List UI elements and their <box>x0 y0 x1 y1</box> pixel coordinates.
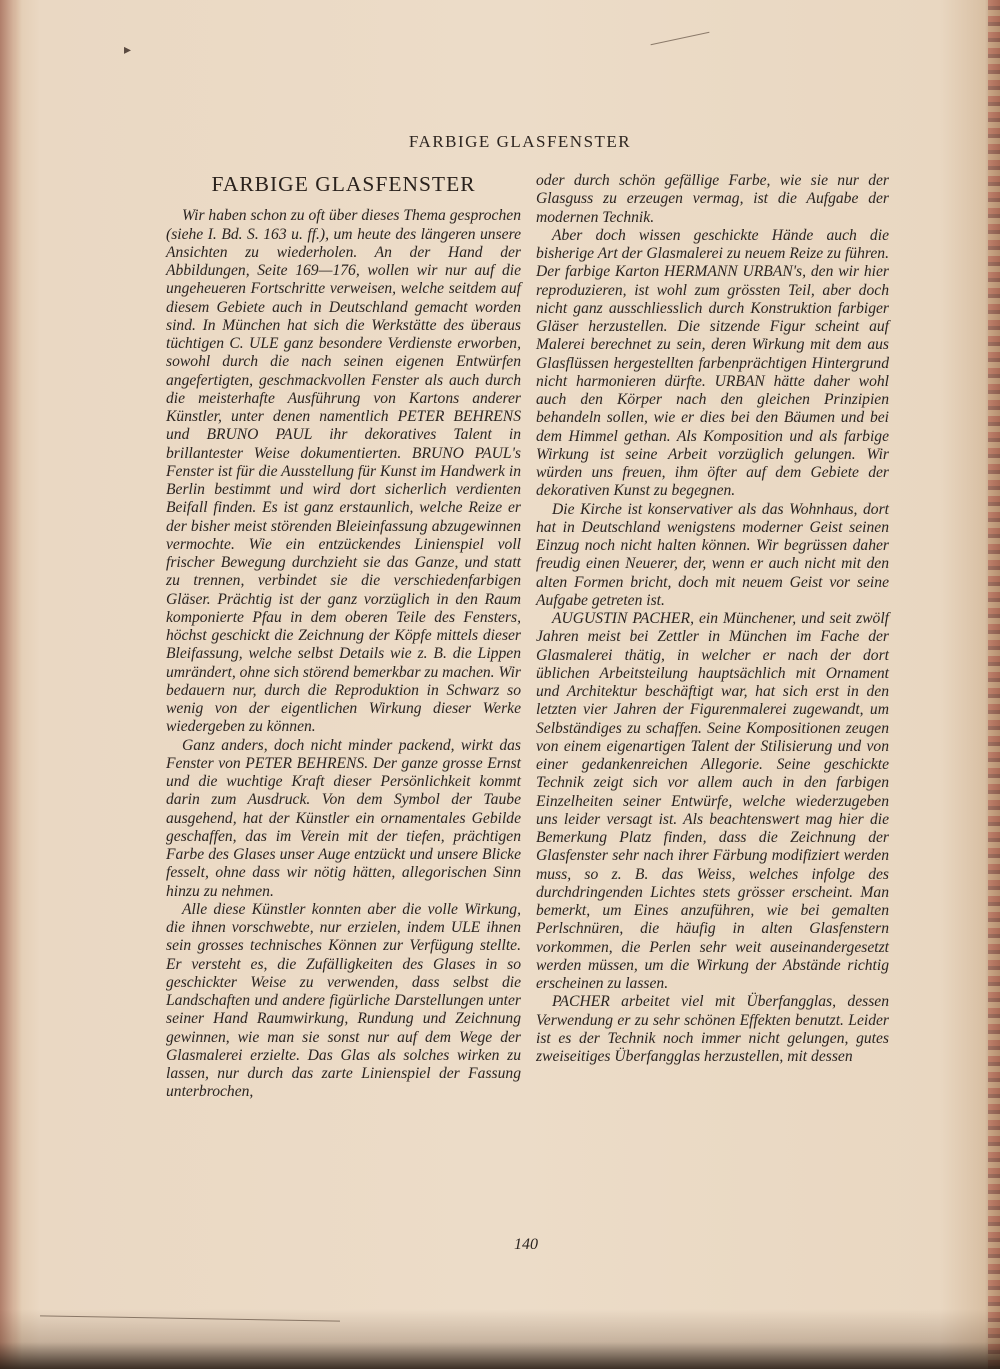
running-head: FARBIGE GLASFENSTER <box>408 132 632 151</box>
paragraph: Die Kirche ist konservativer als das Wohnhaus, dort hat in Deutschland wenigstens moderner Geist seinen Einzug noch nicht halten können. Wir begrüssen daher freudig einen Neuerer, der, wenn er auch nicht mit den alten Formen bricht, doch mit neuem Geist vor seine Aufgabe getreten ist. <box>536 500 889 609</box>
paragraph: Ganz anders, doch nicht minder packend, wirkt das Fenster von PETER BEHRENS. Der ganze grosse Ernst und die wuchtige Kraft dieser Persönlichkeit kommt darin zum Ausdruck. Von dem Symbol der Taube ausgehend, hat der Künstler ein ornamentales Gebilde geschaffen, das im Verein mit der tiefen, prächtigen Farbe des Glases unser Auge entzückt und unsere Blicke fesselt, ohne dass wir nötig hätten, allegorischen Sinn hinzu zu nehmen. <box>166 736 521 900</box>
ink-speck: ▸ <box>124 42 132 58</box>
left-column <box>166 172 521 1102</box>
page-fore-edge <box>988 0 1000 1369</box>
article-title: FARBIGE GLASFENSTER <box>211 172 476 196</box>
paragraph: AUGUSTIN PACHER, ein Münchener, und seit zwölf Jahren meist bei Zettler in München im Fache der Glasmalerei thätig, in welcher er nach der dort üblichen Arbeitsteilung hauptsächlich mit Ornament und Architektur beschäftigt war, hat sich erst in den letzten vier Jahren der Figurenmalerei zugewandt, um Selbständiges zu schaffen. Seine Kompositionen zeugen von einem eigenartigen Talent der Stilisierung und von einer gedankenreichen Allegorie. Seine geschickte Technik zeigt sich vor allem auch in den farbigen Einzelheiten seiner Entwürfe, welche wiederzugeben uns leider versagt ist. Als beachtenswert mag hier die Bemerkung Platz finden, dass die Zeichnung der Glasfenster sehr nach ihrer Färbung modifiziert werden muss, so z. B. das Weiss, welches infolge des durchdringenden Lichtes stets grösser erscheint. Man bemerkt, um Eines anzuführen, wie bei gemalten Perlschnüren, die häufig in alten Glasfenstern vorkommen, die Perlen sehr weit auseinandergesetzt werden müssen, um die Wirkung der Abstände richtig erscheinen zu lassen. <box>536 610 889 992</box>
right-column <box>536 172 889 1066</box>
paper-tear-mark <box>651 32 710 45</box>
page-binding-edge <box>0 0 22 1369</box>
paragraph: Alle diese Künstler konnten aber die volle Wirkung, die ihnen vorschwebte, nur erzielen, indem ULE ihnen sein grosses technisches Können zur Verfügung stellte. Er versteht es, die Zufälligkeiten des Glases in so geschickter Weise zu verwenden, dass selbst die Landschaften und andere figürliche Darstellungen unter seiner Hand Raumwirkung, Rundung und Zeichnung gewinnen, wie man sie sonst nur auf dem Wege der Glasmalerei erzielte. Das Glas als solches wirken zu lassen, nur durch das zarte Linienspiel der Fassung unterbrochen, <box>166 900 521 1101</box>
paragraph: Aber doch wissen geschickte Hände auch die bisherige Art der Glasmalerei zu neuem Reize zu führen. Der farbige Karton HERMANN URBAN's, den wir hier reproduzieren, ist wohl zum grössten Teil, aber doch nicht ganz ausschliesslich durch Konstruktion farbiger Gläser herzustellen. Die sitzende Figur scheint auf Malerei berechnet zu sein, deren Wirkung mit dem aus Glasflüssen hergestellten farbenprächtigen Hintergrund nicht harmonieren dürfte. URBAN hätte daher wohl auch den Körper nach den gleichen Prinzipien behandeln sollen, wie er dies bei den Bäumen und bei dem Himmel gethan. Als Komposition und als farbige Wirkung ist seine Arbeit vorzüglich gelungen. Wir würden uns freuen, ihm öfter auf dem Gebiete der dekorativen Kunst zu begegnen. <box>536 226 889 500</box>
paragraph: PACHER arbeitet viel mit Überfangglas, dessen Verwendung er zu sehr schönen Effekten benutzt. Leider ist es der Technik noch immer nicht gelungen, gutes zweiseitiges Überfangglas herzustellen, mit dessen <box>536 993 889 1065</box>
paragraph: oder durch schön gefällige Farbe, wie sie nur der Glasguss zu erzeugen vermag, ist die Aufgabe der modernen Technik. <box>536 172 889 226</box>
page-number: 140 <box>514 1236 538 1253</box>
paper-crease-mark <box>40 1315 340 1321</box>
paragraph: Wir haben schon zu oft über dieses Thema gesprochen (siehe I. Bd. S. 163 u. ff.), um heute des längeren unsere Ansichten zu wiederholen. An der Hand der Abbildungen, Seite 169—176, wollen wir nur auf die ungeheueren Fortschritte verweisen, welche seitdem auf diesem Gebiete auch in Deutschland gemacht worden sind. In München hat sich die Werkstätte des überaus tüchtigen C. ULE ganz besondere Verdienste erworben, sowohl durch die nach seinen eigenen Entwürfen angefertigten, geschmackvollen Fenster als auch durch die meisterhafte Ausführung von Kartons anderer Künstler, unter denen namentlich PETER BEHRENS und BRUNO PAUL ihr dekoratives Talent in brillantester Weise dokumentierten. BRUNO PAUL's Fenster ist für die Ausstellung für Kunst im Handwerk in Berlin bestimmt und wird dort sicherlich verdienten Beifall finden. Es ist ganz erstaunlich, welche Reize er der bisher meist störenden Bleieinfassung abzugewinnen vermochte. Wie ein entzückendes Linienspiel voll frischer Bewegung durchzieht sie das Ganze, und statt zu trennen, verbindet sie die verschiedenfarbigen Gläser. Prächtig ist der ganz vorzüglich in den Raum komponierte Pfau in dem oberen Teile des Fensters, höchst geschickt die Zeichnung der Köpfe mittels dieser Bleifassung, welche selbst Details wie z. B. die Lippen umrändert, ohne sich störend bemerkbar zu machen. Wir bedauern nur, durch die Reproduktion in Schwarz so wenig von der eigentlichen Wirkung dieser Werke wiedergeben zu können. <box>166 207 522 736</box>
